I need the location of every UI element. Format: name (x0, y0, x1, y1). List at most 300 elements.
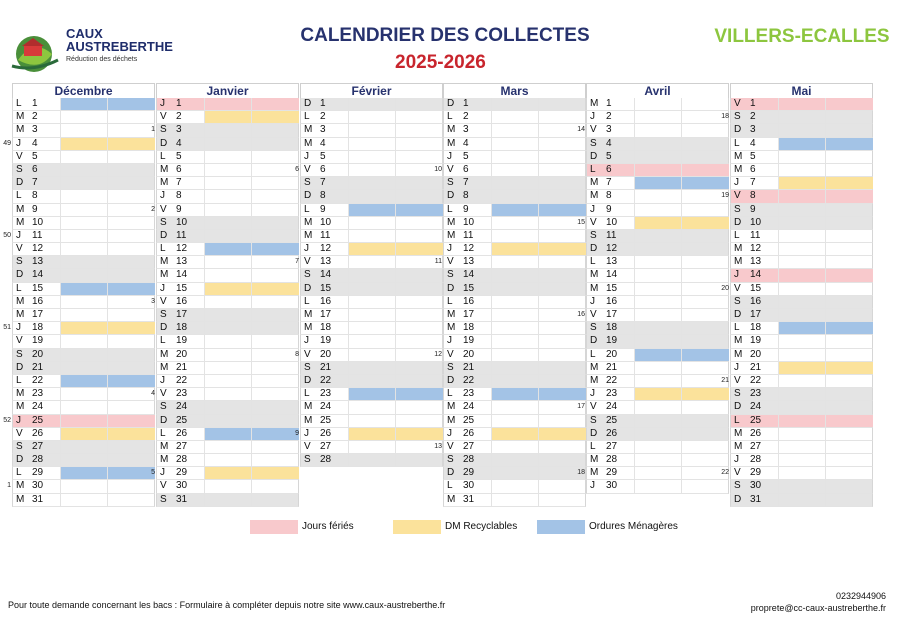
cell-divider (395, 98, 444, 110)
day-number: 1 (320, 98, 326, 109)
cell-divider (681, 401, 730, 413)
cell-divider (251, 362, 300, 374)
cell-divider (204, 335, 252, 347)
cell-divider (825, 388, 874, 400)
day-number: 5 (32, 150, 38, 162)
cell-divider (778, 164, 826, 176)
day-number: 28 (606, 454, 618, 466)
weekday-letter: M (16, 401, 25, 413)
day-number: 26 (320, 427, 332, 439)
day-row (586, 388, 729, 401)
day-row (12, 401, 155, 414)
cell-divider (395, 177, 444, 189)
cell-divider (251, 494, 300, 506)
cell-divider (107, 151, 156, 163)
day-row (730, 151, 873, 164)
week-number: 49 (3, 139, 11, 147)
cell-divider (681, 349, 730, 361)
day-number: 15 (320, 282, 332, 294)
weekday-letter: J (734, 361, 739, 373)
day-row (12, 124, 155, 137)
cell-divider (107, 494, 156, 506)
day-row (300, 309, 443, 322)
day-number: 28 (750, 454, 762, 466)
cell-divider (538, 190, 587, 202)
day-number: 9 (176, 203, 182, 215)
cell-divider (681, 480, 730, 492)
day-row (300, 204, 443, 217)
weekday-letter: V (16, 243, 23, 255)
week-number: 6 (295, 165, 299, 173)
week-number: 17 (577, 403, 585, 411)
cell-divider (204, 151, 252, 163)
cell-divider (251, 177, 300, 189)
day-number: 24 (320, 401, 332, 413)
day-row (12, 296, 155, 309)
weekday-letter: D (447, 98, 455, 109)
cell-divider (395, 454, 444, 466)
day-row (156, 441, 299, 454)
cell-divider (395, 124, 444, 136)
weekday-letter: D (16, 454, 24, 466)
legend-swatch (250, 520, 298, 534)
day-number: 2 (32, 111, 38, 123)
day-number: 20 (32, 348, 44, 360)
weekday-letter: D (16, 177, 24, 189)
weekday-letter: V (590, 309, 597, 320)
day-number: 10 (320, 216, 332, 228)
day-number: 17 (176, 309, 188, 320)
weekday-letter: M (734, 427, 743, 439)
cell-divider (204, 428, 252, 440)
cell-divider (681, 454, 730, 466)
day-number: 8 (176, 190, 182, 202)
day-row (156, 428, 299, 441)
day-row (577, 216, 729, 230)
day-row (156, 322, 299, 335)
cell-divider (251, 480, 300, 492)
weekday-letter: M (160, 454, 169, 466)
weekday-letter: M (160, 440, 169, 452)
weekday-letter: S (734, 480, 741, 492)
cell-divider (825, 454, 874, 466)
day-row (730, 441, 873, 454)
cell-divider (251, 441, 300, 453)
day-number: 17 (320, 309, 332, 320)
month-header: Janvier (156, 83, 299, 98)
cell-divider (778, 177, 826, 189)
day-row (156, 494, 299, 507)
cell-divider (634, 428, 682, 440)
day-number: 10 (32, 216, 44, 228)
weekday-letter: V (590, 216, 597, 228)
cell-divider (538, 177, 587, 189)
cell-divider (107, 401, 156, 413)
cell-divider (107, 177, 156, 189)
cell-divider (107, 362, 156, 374)
day-number: 28 (320, 454, 332, 466)
cell-divider (825, 401, 874, 413)
weekday-letter: J (16, 229, 21, 241)
day-number: 24 (463, 401, 475, 413)
day-row (300, 322, 443, 335)
cell-divider (778, 283, 826, 295)
weekday-letter: L (734, 229, 740, 241)
cell-divider (491, 243, 539, 255)
day-number: 19 (320, 335, 332, 347)
cell-divider (107, 428, 156, 440)
weekday-letter: M (447, 401, 456, 413)
day-row (730, 164, 873, 177)
day-number: 5 (176, 150, 182, 162)
day-number: 6 (463, 163, 469, 175)
cell-divider (681, 362, 730, 374)
day-number: 15 (606, 282, 618, 294)
day-row (434, 348, 586, 362)
weekday-letter: S (304, 269, 311, 281)
cell-divider (348, 230, 396, 242)
cell-divider (395, 322, 444, 334)
day-row (12, 190, 155, 203)
cell-divider (348, 164, 396, 176)
day-row (12, 283, 155, 296)
day-row (721, 374, 873, 388)
cell-divider (60, 111, 108, 123)
cell-divider (778, 441, 826, 453)
day-row (586, 428, 729, 441)
day-row (12, 217, 155, 230)
day-row (156, 111, 299, 124)
weekday-letter: M (16, 216, 25, 228)
day-number: 4 (32, 137, 38, 149)
cell-divider (348, 243, 396, 255)
week-number: 51 (3, 324, 11, 332)
weekday-letter: D (447, 190, 455, 202)
weekday-letter: L (447, 388, 453, 400)
day-number: 5 (463, 150, 469, 162)
weekday-letter: V (304, 348, 311, 360)
cell-divider (778, 124, 826, 136)
day-row (730, 204, 873, 217)
weekday-letter: D (160, 414, 168, 426)
day-row (300, 217, 443, 230)
cell-divider (60, 204, 108, 216)
day-number: 21 (750, 361, 762, 373)
month-column (3, 83, 155, 507)
weekday-letter: J (447, 150, 452, 162)
day-row (443, 283, 586, 296)
cell-divider (107, 98, 156, 110)
cell-divider (634, 454, 682, 466)
day-number: 8 (750, 190, 756, 202)
day-number: 22 (463, 374, 475, 386)
cell-divider (107, 164, 156, 176)
weekday-letter: S (590, 137, 597, 149)
weekday-letter: D (590, 427, 598, 439)
weekday-letter: V (734, 282, 741, 294)
cell-divider (204, 138, 252, 150)
cell-divider (348, 401, 396, 413)
day-number: 10 (463, 216, 475, 228)
day-row (12, 151, 155, 164)
cell-divider (395, 388, 444, 400)
day-number: 30 (750, 480, 762, 492)
cell-divider (778, 428, 826, 440)
day-number: 30 (463, 480, 475, 492)
day-number: 27 (320, 440, 332, 452)
weekday-letter: S (304, 177, 311, 189)
cell-divider (825, 164, 874, 176)
day-number: 19 (750, 335, 762, 347)
cell-divider (778, 375, 826, 387)
day-number: 13 (750, 256, 762, 268)
day-number: 22 (320, 374, 332, 386)
week-number: 7 (295, 258, 299, 266)
day-row (151, 203, 299, 217)
day-row (586, 335, 729, 348)
cell-divider (634, 335, 682, 347)
cell-divider (825, 362, 874, 374)
cell-divider (204, 375, 252, 387)
weekday-letter: S (590, 414, 597, 426)
weekday-letter: M (304, 216, 313, 228)
day-number: 18 (176, 322, 188, 334)
day-row (721, 282, 873, 296)
day-row (156, 349, 299, 362)
weekday-letter: V (447, 163, 454, 175)
cell-divider (491, 190, 539, 202)
cell-divider (778, 138, 826, 150)
day-number: 7 (606, 177, 612, 189)
day-number: 29 (606, 467, 618, 479)
weekday-letter: M (590, 454, 599, 466)
day-number: 19 (176, 335, 188, 347)
day-row (730, 388, 873, 401)
day-row (156, 190, 299, 203)
day-number: 14 (176, 269, 188, 281)
cell-divider (251, 111, 300, 123)
weekday-letter: L (590, 440, 596, 452)
week-number: 12 (434, 350, 442, 358)
cell-divider (395, 309, 444, 321)
day-row (443, 388, 586, 401)
cell-divider (395, 401, 444, 413)
cell-divider (825, 230, 874, 242)
footer-contact-text: Pour toute demande concernant les bacs : Formulaire à compléter depuis notre site www.caux-austreberthe.fr (8, 600, 446, 610)
cell-divider (538, 428, 587, 440)
day-number: 7 (750, 177, 756, 189)
day-row (586, 243, 729, 256)
cell-divider (491, 256, 539, 268)
cell-divider (491, 177, 539, 189)
day-number: 18 (320, 322, 332, 334)
cell-divider (60, 177, 108, 189)
cell-divider (491, 454, 539, 466)
month-column (721, 83, 873, 507)
cell-divider (60, 494, 108, 506)
cell-divider (778, 296, 826, 308)
weekday-letter: V (304, 256, 311, 268)
day-row (721, 467, 873, 480)
weekday-letter: M (16, 493, 25, 505)
weekday-letter: L (734, 322, 740, 334)
week-number: 3 (151, 297, 155, 305)
cell-divider (491, 230, 539, 242)
weekday-letter: M (16, 309, 25, 320)
cell-divider (778, 151, 826, 163)
day-number: 12 (320, 243, 332, 255)
weekday-letter: M (734, 348, 743, 360)
cell-divider (778, 269, 826, 281)
day-number: 13 (32, 256, 44, 268)
cell-divider (107, 309, 156, 321)
cell-divider (491, 415, 539, 427)
legend-swatch (537, 520, 585, 534)
day-number: 14 (606, 269, 618, 281)
day-number: 3 (606, 124, 612, 136)
weekday-letter: D (447, 374, 455, 386)
day-row (300, 388, 443, 401)
cell-divider (395, 283, 444, 295)
day-row (12, 243, 155, 256)
cell-divider (107, 415, 156, 427)
day-row (156, 401, 299, 414)
legend-label: Ordures Ménagères (589, 521, 678, 532)
weekday-letter: S (447, 269, 454, 281)
cell-divider (538, 454, 587, 466)
weekday-letter: M (590, 374, 599, 386)
cell-divider (348, 190, 396, 202)
cell-divider (60, 230, 108, 242)
cell-divider (395, 269, 444, 281)
cell-divider (395, 138, 444, 150)
cell-divider (60, 480, 108, 492)
day-number: 27 (606, 440, 618, 452)
cell-divider (681, 124, 730, 136)
cell-divider (107, 230, 156, 242)
cell-divider (60, 151, 108, 163)
weekday-letter: V (160, 480, 167, 492)
day-number: 25 (176, 414, 188, 426)
cell-divider (204, 204, 252, 216)
page-title: CALENDRIER DES COLLECTES (300, 25, 590, 46)
day-number: 29 (32, 467, 44, 479)
cell-divider (778, 480, 826, 492)
weekday-letter: M (160, 163, 169, 175)
weekday-letter: M (734, 243, 743, 255)
weekday-letter: V (304, 440, 311, 452)
day-number: 13 (320, 256, 332, 268)
day-number: 9 (320, 203, 326, 215)
cell-divider (681, 138, 730, 150)
month-header: Décembre (12, 83, 155, 98)
day-number: 3 (32, 124, 38, 136)
cell-divider (825, 309, 874, 321)
day-row (300, 243, 443, 256)
weekday-letter: L (734, 414, 740, 426)
cell-divider (778, 454, 826, 466)
weekday-letter: S (447, 361, 454, 373)
cell-divider (107, 217, 156, 229)
day-row (300, 296, 443, 309)
day-row (156, 415, 299, 428)
day-row (443, 204, 586, 217)
day-number: 14 (463, 269, 475, 281)
day-row (730, 309, 873, 322)
day-row (586, 190, 729, 203)
weekday-letter: J (160, 467, 165, 479)
weekday-letter: M (590, 467, 599, 479)
cell-divider (634, 138, 682, 150)
day-row (300, 362, 443, 375)
day-number: 29 (750, 467, 762, 479)
cell-divider (538, 204, 587, 216)
weekday-letter: M (447, 493, 456, 505)
weekday-letter: J (16, 322, 21, 334)
cell-divider (681, 230, 730, 242)
day-row (300, 401, 443, 414)
cell-divider (825, 322, 874, 334)
cell-divider (204, 269, 252, 281)
cell-divider (634, 415, 682, 427)
weekday-letter: D (160, 229, 168, 241)
day-number: 6 (750, 163, 756, 175)
day-number: 22 (32, 374, 44, 386)
day-number: 5 (320, 150, 326, 162)
cell-divider (107, 441, 156, 453)
week-number: 20 (721, 284, 729, 292)
cell-divider (348, 349, 396, 361)
weekday-letter: L (16, 190, 22, 202)
weekday-letter: M (160, 348, 169, 360)
day-row (300, 375, 443, 388)
cell-divider (491, 494, 539, 506)
day-number: 23 (176, 388, 188, 400)
day-number: 20 (606, 348, 618, 360)
day-number: 26 (176, 427, 188, 439)
day-row (12, 269, 155, 282)
cell-divider (395, 335, 444, 347)
day-number: 28 (32, 454, 44, 466)
day-number: 3 (463, 124, 469, 136)
day-row (443, 151, 586, 164)
weekday-letter: M (16, 111, 25, 123)
weekday-letter: V (160, 111, 167, 123)
weekday-letter: L (447, 203, 453, 215)
week-number: 50 (3, 231, 11, 239)
cell-divider (634, 230, 682, 242)
week-number: 52 (3, 416, 11, 424)
week-number: 18 (721, 113, 729, 121)
week-number: 1 (7, 482, 11, 490)
day-row (434, 163, 586, 177)
day-number: 8 (320, 190, 326, 202)
cell-divider (491, 151, 539, 163)
cell-divider (538, 415, 587, 427)
cell-divider (634, 296, 682, 308)
day-row (12, 204, 155, 217)
cell-divider (60, 217, 108, 229)
cell-divider (348, 177, 396, 189)
weekday-letter: M (160, 361, 169, 373)
day-row (295, 427, 443, 441)
day-row (151, 124, 299, 137)
cell-divider (348, 322, 396, 334)
day-number: 16 (32, 295, 44, 307)
day-number: 24 (176, 401, 188, 413)
weekday-letter: J (447, 243, 452, 255)
day-row (586, 177, 729, 190)
